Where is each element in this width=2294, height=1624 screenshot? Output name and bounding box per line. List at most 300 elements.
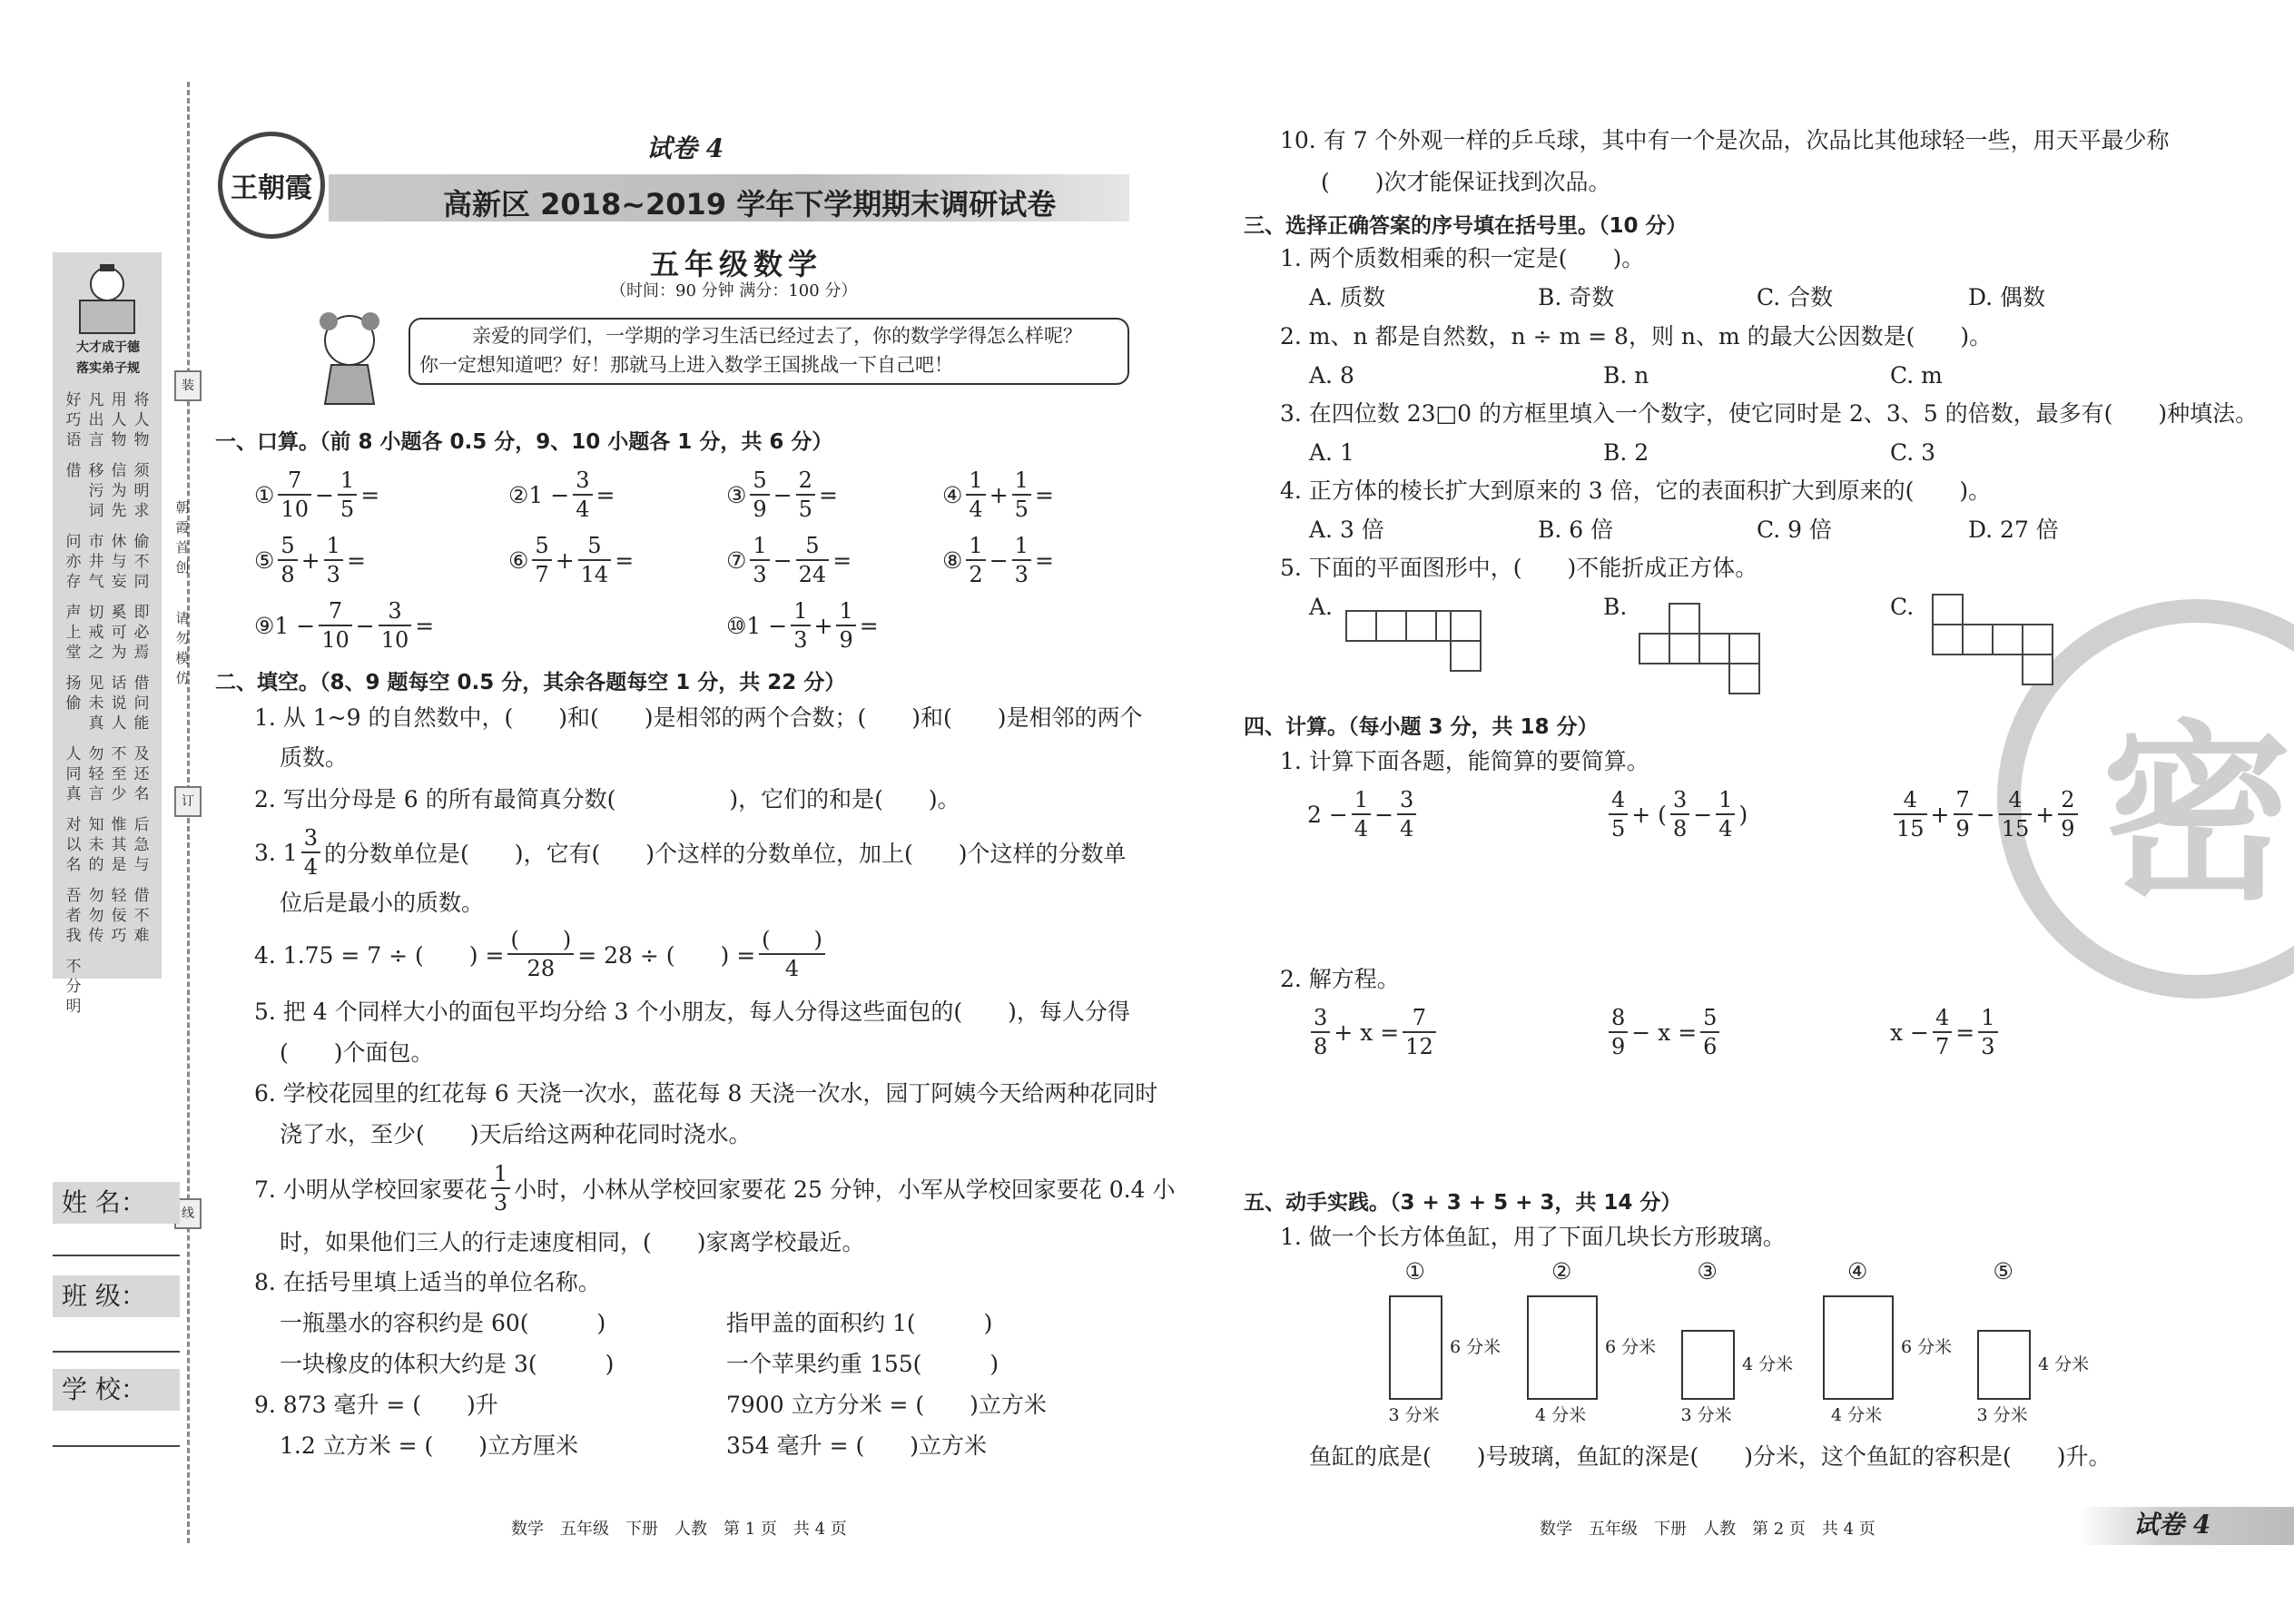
mascot-figure [64,259,151,340]
fraction [791,599,810,652]
choice-q4-b: B. 6 倍 [1538,517,1614,543]
exam-title: 高新区 2018~2019 学年下学期期末调研试卷 [443,187,1057,221]
verse-column: 扬偷 [65,674,82,713]
glass-rect [1681,1330,1735,1400]
calc-expr-1 [1307,788,1420,841]
q3-prefix: 3. 1 [254,839,298,866]
fraction [966,534,985,586]
numerator: 4 [1609,788,1628,815]
denominator: 9 [839,627,853,653]
choice-q5-b: B. [1603,594,1628,620]
glass-rect [1527,1295,1598,1400]
q4-f1-den: 28 [527,956,556,981]
fraction [278,534,297,586]
verse-column: 休与妄 [111,533,127,591]
q4-f2-num: ( ) [759,928,825,955]
verse-column: 对以名 [65,816,82,874]
verse-column: 借问能 [133,674,150,733]
choice-q3-b: B. 2 [1603,439,1649,466]
operator: 1 − [746,612,788,639]
verse-column: 切戒之 [88,604,104,662]
denominator: 5 [1014,497,1029,522]
greeting-line-2: 你一定想知道吧？好！那就马上进入数学王国挑战一下自己吧！ [419,354,953,376]
glass-width-label: 3 分米 [1388,1405,1440,1425]
operator: ) [1738,801,1748,828]
binding-side-note-1: 朝霞首创 [175,499,190,576]
fill-q9-1: 9. 873 毫升 = ( )升 [254,1392,498,1418]
denominator: 10 [380,627,409,653]
operator: − [773,546,793,574]
fill-q8-2: 指甲盖的面积约 1( ) [726,1310,993,1336]
numerator: 1 [1012,468,1031,496]
q4-fraction-2 [759,928,825,980]
glass-width-label: 4 分米 [1831,1405,1883,1425]
numerator: 1 [338,468,357,496]
fraction [1609,1006,1628,1058]
net-b [1639,603,1757,703]
denominator: 4 [1354,816,1369,842]
equation-2 [1605,1006,1723,1058]
q4-part-a: 4. 1.75 = 7 ÷ ( ) = [254,942,505,969]
q3-den: 4 [303,854,318,880]
denominator: 7 [535,562,549,587]
fill-q8-3: 一块橡皮的体积大约是 3( ) [280,1351,615,1377]
denominator: 4 [1400,816,1414,842]
operator: + [813,612,833,639]
denominator: 3 [793,627,808,653]
q4-f1-num: ( ) [507,928,574,955]
fill-q7-a [254,1162,1175,1215]
footer-right: 数学 五年级 下册 人教 第 2 页 共 4 页 [1540,1520,1876,1539]
choice-q4-a: A. 3 倍 [1309,517,1384,543]
operator: − [355,612,375,639]
fraction [796,468,815,521]
binding-tag-3: 线 [174,1198,202,1229]
class-label: 班 级： [53,1275,180,1317]
mental-math-item [942,468,1054,521]
operator: 1 − [274,612,316,639]
verse-column: 奚可为 [111,604,127,662]
name-label: 姓 名： [53,1182,180,1224]
choice-q2: 2. m、n 都是自然数，n ÷ m = 8，则 n、m 的最大公因数是( )。 [1280,323,1993,349]
denominator: 15 [1896,816,1925,842]
item-number: ① [254,481,275,508]
fill-q9-4: 354 毫升 = ( )立方米 [726,1432,988,1459]
fraction [1716,788,1735,841]
mental-math-item [254,599,434,652]
q4-fraction-1 [507,928,574,980]
glass-height-label: 6 分米 [1605,1336,1657,1357]
numerator: 7 [319,599,352,626]
numerator: 3 [1397,788,1416,815]
choice-q4-c: C. 9 倍 [1757,517,1832,543]
paper-tag: 试卷 4 [646,133,724,163]
q7-num: 1 [491,1162,510,1189]
numerator: 7 [1403,1006,1436,1033]
verse-column: 借 [65,462,82,480]
denominator: 10 [321,627,350,653]
operator: + [300,546,320,574]
denominator: 3 [326,562,340,587]
verse-column: 信为先 [111,462,127,520]
fill-q5-b: ( )个面包。 [280,1039,434,1066]
denominator: 8 [1672,816,1688,842]
net-c [1932,594,2050,694]
fill-q7-b: 时，如果他们三人的行走速度相同，( )家离学校最近。 [280,1229,865,1255]
fraction [836,599,855,652]
verse-column: 问亦存 [65,533,82,591]
calc-instruction: 1. 计算下面各题，能简算的要简算。 [1280,748,1649,774]
section4-heading: 四、计算。（每小题 3 分，共 18 分） [1244,715,1599,739]
fill-q6-b: 浇了水，至少( )天后给这两种花同时浇水。 [280,1121,752,1147]
fraction [1670,788,1689,841]
verse-column: 人同真 [65,745,82,803]
operator: − [1693,801,1713,828]
operator: = [859,612,879,639]
choice-q1-a: A. 质数 [1309,284,1385,310]
choice-q3-a: A. 1 [1309,439,1354,466]
footer-tag: 试卷 4 [2133,1510,2211,1540]
girl-mascot [309,309,390,408]
operator: = [596,481,615,508]
verse-column: 须明求 [133,462,150,520]
fraction [1311,1006,1330,1058]
numerator: 2 [2058,788,2077,815]
denominator: 9 [1955,816,1970,842]
fraction [278,468,311,521]
fraction [1700,1006,1719,1058]
operator: + x = [1334,1019,1400,1046]
calc-expr-2 [1605,788,1748,841]
fill-q9-3: 1.2 立方米 = ( )立方厘米 [280,1432,579,1459]
numerator: 3 [1670,788,1689,815]
hands-on-fill: 鱼缸的底是( )号玻璃，鱼缸的深是( )分米，这个鱼缸的容积是( )升。 [1309,1443,2112,1470]
mental-math-item [254,534,366,586]
operator: + [1930,801,1950,828]
item-number: ⑨ [254,612,275,639]
confidential-seal: 密 [1997,599,2294,999]
fraction [1403,1006,1436,1058]
denominator: 5 [340,497,355,522]
fraction [750,534,769,586]
choice-q2-a: A. 8 [1309,362,1354,389]
verse-column: 勿勿传 [88,887,104,945]
section2-heading: 二、填空。（8、9 题每空 0.5 分，其余各题每空 1 分，共 22 分） [215,671,846,694]
fraction [324,534,343,586]
verse-column: 知未的 [88,816,104,874]
fraction [750,468,769,521]
numerator: 1 [750,534,769,561]
choice-q1: 1. 两个质数相乘的积一定是( )。 [1280,245,1645,271]
fill-q4 [254,928,829,980]
fraction [1352,788,1371,841]
denominator: 3 [1014,562,1029,587]
numerator: 1 [324,534,343,561]
fraction [796,534,830,586]
numerator: 1 [1978,1006,1997,1033]
calc-expr-3 [1890,788,2082,841]
class-line[interactable] [53,1351,180,1353]
q7-den: 3 [493,1190,508,1216]
item-number: ⑤ [254,546,275,574]
operator: 2 − [1307,801,1348,828]
denominator: 8 [1314,1034,1328,1059]
numerator: 5 [796,534,830,561]
verse-column: 吾者我 [65,887,82,945]
fraction [573,468,592,521]
operator: 1 − [528,481,570,508]
denominator: 2 [969,562,983,587]
glass-rect [1823,1295,1894,1400]
fill-q1-b: 质数。 [280,744,349,771]
verse-column: 即必焉 [133,604,150,662]
numerator: 3 [573,468,592,496]
section3-heading: 三、选择正确答案的序号填在括号里。（10 分） [1244,214,1688,238]
denominator: 6 [1703,1034,1718,1059]
numerator: 5 [278,534,297,561]
fraction [1609,788,1628,841]
verse-column: 勿轻言 [88,745,104,803]
numerator: 1 [1352,788,1371,815]
glass-height-label: 6 分米 [1450,1336,1501,1357]
glass-number: ⑤ [1993,1258,2013,1284]
numerator: 1 [966,468,985,496]
choice-q4-d: D. 27 倍 [1968,517,2059,543]
numerator: 1 [836,599,855,626]
mental-math-item [726,534,852,586]
numerator: 4 [1933,1006,1952,1033]
choice-q5-c: C. [1890,594,1915,620]
denominator: 14 [580,562,609,587]
fill-q3-a [254,826,1127,879]
q4-f2-den: 4 [784,956,800,981]
q7-fraction [491,1162,510,1215]
mental-math-item [508,534,634,586]
binding-tag-1: 装 [174,370,202,401]
verse-column: 惟其是 [111,816,127,874]
section5-heading: 五、动手实践。（3 + 3 + 5 + 3，共 14 分） [1244,1191,1682,1215]
glass-number: ④ [1847,1258,1868,1284]
glass-width-label: 3 分米 [1680,1405,1732,1425]
fill-q8-4: 一个苹果约重 155( ) [726,1351,999,1377]
item-number: ⑦ [726,546,747,574]
fraction [1999,788,2033,841]
equation-3 [1890,1006,2002,1058]
glass-number: ① [1404,1258,1425,1284]
fraction [1012,534,1031,586]
fraction [2058,788,2077,841]
choice-q2-b: B. n [1603,362,1649,389]
binding-motto-2: 落实弟子规 [76,361,140,376]
numerator: 5 [750,468,769,496]
operator: = [1955,1019,1975,1046]
fraction [379,599,412,652]
fraction [1954,788,1973,841]
denominator: 10 [281,497,309,522]
fill-q3-b: 位后是最小的质数。 [280,890,485,916]
item-number: ③ [726,481,747,508]
choice-q3: 3. 在四位数 23□0 的方框里填入一个数字，使它同时是 2、3、5 的倍数，最多有( )种填法。 [1280,400,2259,427]
q7-text: 小时，小林从学校回家要花 25 分钟，小军从学校回家要花 0.4 小 [514,1176,1176,1203]
verse-column: 及还名 [133,745,150,803]
operator: + ( [1631,801,1667,828]
glass-height-label: 4 分米 [2038,1353,2090,1374]
item-number: ② [508,481,529,508]
fill-q8-1: 一瓶墨水的容积约是 60( ) [280,1310,606,1336]
numerator: 4 [1894,788,1927,815]
denominator: 4 [1718,816,1733,842]
operator: x − [1890,1019,1929,1046]
binding-motto-1: 大才成于德 [76,340,140,355]
numerator: 2 [796,468,815,496]
denominator: 7 [1935,1034,1950,1059]
equation-instruction: 2. 解方程。 [1280,966,1400,992]
numerator: 7 [1954,788,1973,815]
q7-prefix: 7. 小明从学校回家要花 [254,1176,487,1203]
q10-b: ( )次才能保证找到次品。 [1321,169,1611,195]
numerator: 7 [278,468,311,496]
denominator: 24 [798,562,827,587]
school-label: 学 校： [53,1369,180,1411]
choice-q5: 5. 下面的平面图形中，( )不能折成正方体。 [1280,555,1758,581]
denominator: 5 [798,497,812,522]
operator: + [2035,801,2055,828]
denominator: 9 [2061,816,2075,842]
denominator: 4 [969,497,983,522]
equation-1 [1307,1006,1440,1058]
denominator: 8 [281,562,295,587]
publisher-logo: 王朝霞 [218,132,325,239]
glass-rect [1389,1295,1442,1400]
operator: − x = [1631,1019,1698,1046]
verse-column: 话说人 [111,674,127,733]
q4-part-b: = 28 ÷ ( ) = [577,942,756,969]
denominator: 12 [1405,1034,1433,1059]
numerator: 5 [1700,1006,1719,1033]
fraction [1012,468,1031,521]
glass-number: ③ [1697,1258,1718,1284]
choice-q4: 4. 正方体的棱长扩大到原来的 3 倍，它的表面积扩大到原来的( )。 [1280,477,1992,504]
q3-fraction [301,826,320,879]
choice-q2-c: C. m [1890,362,1943,389]
verse-column: 将人物 [133,391,150,449]
operator: = [615,546,635,574]
numerator: 1 [966,534,985,561]
glass-width-label: 3 分米 [1976,1405,2028,1425]
footer-left: 数学 五年级 下册 人教 第 1 页 共 4 页 [511,1520,847,1539]
verse-column: 后急与 [133,816,150,874]
numerator: 4 [1999,788,2033,815]
choice-q3-c: C. 3 [1890,439,1936,466]
denominator: 5 [1611,816,1626,842]
fraction [578,534,612,586]
operator: + [989,481,1009,508]
verse-column: 凡出言 [88,391,104,449]
mental-math-item [942,534,1054,586]
time-info: （时间：90 分钟 满分：100 分） [610,281,858,300]
denominator: 4 [576,497,590,522]
numerator: 5 [532,534,551,561]
item-number: ④ [942,481,963,508]
operator: − [773,481,793,508]
operator: − [1975,801,1995,828]
operator: = [1034,481,1054,508]
mental-math-item [726,599,879,652]
denominator: 9 [1611,1034,1626,1059]
choice-q1-d: D. 偶数 [1968,284,2046,310]
choice-q1-b: B. 奇数 [1538,284,1615,310]
fill-q5-a: 5. 把 4 个同样大小的面包平均分给 3 个小朋友，每人分得这些面包的( )，每人分得 [254,999,1130,1025]
fraction [1894,788,1927,841]
choice-q1-c: C. 合数 [1757,284,1834,310]
verse-column: 见未真 [88,674,104,733]
greeting-line-1: 亲爱的同学们，一学期的学习生活已经过去了，你的数学学得怎么样呢？ [472,325,1082,347]
verse-column: 偷不同 [133,533,150,591]
glass-rect [1977,1330,2031,1400]
glass-height-label: 4 分米 [1742,1353,1794,1374]
verse-column: 好巧语 [65,391,82,449]
item-number: ⑩ [726,612,747,639]
item-number: ⑧ [942,546,963,574]
fraction [319,599,352,652]
mental-math-item [726,468,838,521]
section1-heading: 一、口算。（前 8 小题各 0.5 分，9、10 小题各 1 分，共 6 分） [215,430,833,454]
mental-math-item [508,468,615,521]
numerator: 5 [578,534,612,561]
fill-q1-a: 1. 从 1~9 的自然数中，( )和( )是相邻的两个合数；( )和( )是相邻的两个 [254,704,1143,731]
name-line[interactable] [53,1255,180,1256]
operator: − [314,481,334,508]
numerator: 3 [1311,1006,1330,1033]
q3-text: 的分数单位是( )，它有( )个这样的分数单位，加上( )个这样的分数单 [324,841,1127,867]
school-line[interactable] [53,1445,180,1447]
denominator: 15 [2001,816,2030,842]
numerator: 1 [791,599,810,626]
fraction [966,468,985,521]
operator: + [555,546,575,574]
operator: − [1374,801,1394,828]
verse-column: 不分明 [65,958,82,1016]
verse-column: 移污词 [88,462,104,520]
mental-math-item [254,468,379,521]
fraction [1978,1006,1997,1058]
verse-column: 声上堂 [65,604,82,662]
verse-column: 用人物 [111,391,127,449]
numerator: 1 [1012,534,1031,561]
fill-q9-2: 7900 立方分米 = ( )立方米 [726,1392,1047,1418]
numerator: 1 [1716,788,1735,815]
operator: = [832,546,852,574]
item-number: ⑥ [508,546,529,574]
operator: = [346,546,366,574]
q3-num: 3 [301,826,320,853]
glass-number: ② [1551,1258,1572,1284]
denominator: 3 [753,562,767,587]
operator: = [415,612,435,639]
hands-on-q1: 1. 做一个长方体鱼缸，用了下面几块长方形玻璃。 [1280,1224,1786,1250]
fill-q8: 8. 在括号里填上适当的单位名称。 [254,1269,601,1295]
fraction [1933,1006,1952,1058]
operator: = [818,481,838,508]
subject-title: 五年级数学 [650,247,823,281]
denominator: 3 [1981,1034,1995,1059]
numerator: 8 [1609,1006,1628,1033]
choice-q5-a: A. [1309,594,1334,620]
denominator: 9 [753,497,767,522]
operator: = [360,481,380,508]
binding-side-note-2: 请勿模仿 [175,610,190,686]
verse-column: 借不难 [133,887,150,945]
